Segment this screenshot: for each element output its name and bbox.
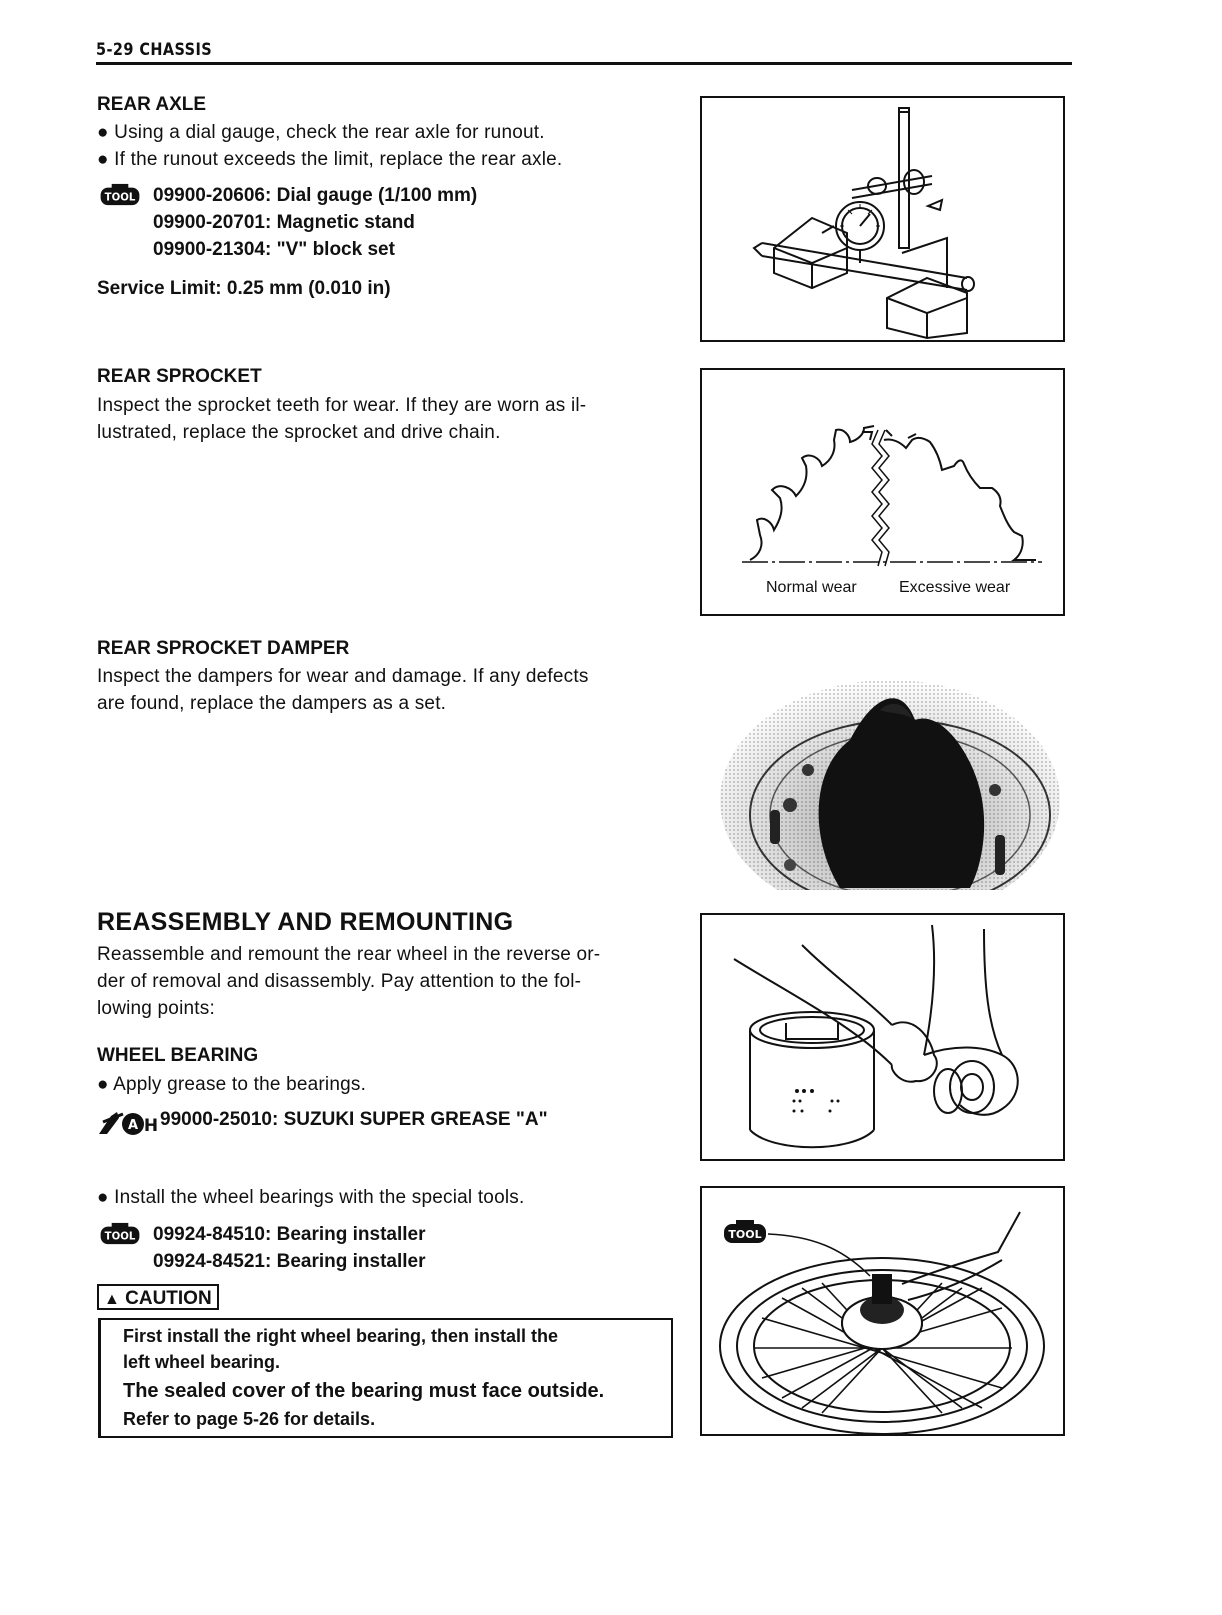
reassembly-text-line: lowing points: bbox=[97, 998, 215, 1019]
tool-icon bbox=[724, 1220, 766, 1243]
rear-sprocket-heading: REAR SPROCKET bbox=[97, 366, 262, 387]
greasing-illustration bbox=[702, 915, 1063, 1159]
normal-wear-label: Normal wear bbox=[766, 579, 857, 596]
grease-icon bbox=[97, 1104, 159, 1136]
rear-axle-tool-2: 09900-20701: Magnetic stand bbox=[153, 212, 415, 233]
sprocket-wear-figure bbox=[700, 368, 1065, 616]
wheel-bearing-bullet: ● Apply grease to the bearings. bbox=[97, 1074, 367, 1095]
damper-photo-illustration bbox=[700, 640, 1065, 890]
reassembly-heading: REASSEMBLY AND REMOUNTING bbox=[97, 908, 514, 936]
rear-sprocket-damper-heading: REAR SPROCKET DAMPER bbox=[97, 638, 350, 659]
wheel-bearing-heading: WHEEL BEARING bbox=[97, 1045, 259, 1066]
page-header-title: 5-29 CHASSIS bbox=[96, 40, 213, 60]
rear-axle-tool-3: 09900-21304: "V" block set bbox=[153, 239, 395, 260]
bearing-tool-1: 09924-84510: Bearing installer bbox=[153, 1224, 426, 1245]
excessive-wear-label: Excessive wear bbox=[899, 579, 1011, 596]
rear-axle-heading: REAR AXLE bbox=[97, 94, 207, 115]
bullet-dot: ● bbox=[97, 1187, 115, 1208]
reassembly-text-line: der of removal and disassembly. Pay attention to the fol- bbox=[97, 971, 582, 992]
damper-text-line: Inspect the dampers for wear and damage. If any defects bbox=[97, 666, 589, 687]
svg-text:TOOL: TOOL bbox=[104, 192, 136, 204]
service-limit: Service Limit: 0.25 mm (0.010 in) bbox=[97, 278, 391, 299]
bullet-dot: ● bbox=[97, 1074, 114, 1095]
rear-axle-tool-1: 09900-20606: Dial gauge (1/100 mm) bbox=[153, 185, 478, 206]
caution-line: The sealed cover of the bearing must face outside. bbox=[123, 1380, 605, 1402]
greasing-figure bbox=[700, 913, 1065, 1161]
rear-axle-bullet: ● Using a dial gauge, check the rear axle for runout. bbox=[97, 122, 545, 143]
tool-icon bbox=[97, 1222, 143, 1246]
rear-axle-bullet: ● If the runout exceeds the limit, replace the rear axle. bbox=[97, 149, 563, 170]
svg-text:A: A bbox=[127, 1118, 139, 1133]
wheel-bearing-bullet: ● Install the wheel bearings with the special tools. bbox=[97, 1187, 525, 1208]
damper-text-line: are found, replace the dampers as a set. bbox=[97, 693, 447, 714]
svg-text:TOOL: TOOL bbox=[728, 1228, 762, 1241]
dial-gauge-illustration bbox=[702, 98, 1063, 340]
rear-sprocket-text-line: Inspect the sprocket teeth for wear. If they are worn as il- bbox=[97, 395, 587, 416]
sprocket-wear-illustration bbox=[702, 370, 1063, 614]
caution-line: Refer to page 5-26 for details. bbox=[123, 1409, 376, 1429]
grease-spec: 99000-25010: SUZUKI SUPER GREASE "A" bbox=[160, 1109, 548, 1130]
svg-text:H: H bbox=[143, 1116, 159, 1136]
rear-sprocket-text-line: lustrated, replace the sprocket and drive chain. bbox=[97, 422, 501, 443]
reassembly-text-line: Reassemble and remount the rear wheel in the reverse or- bbox=[97, 944, 601, 965]
svg-text:TOOL: TOOL bbox=[104, 1231, 136, 1243]
bearing-install-illustration bbox=[702, 1188, 1063, 1434]
damper-photo bbox=[700, 640, 1065, 890]
caution-box bbox=[98, 1318, 673, 1438]
warning-icon: ▲ bbox=[104, 1291, 120, 1308]
tool-icon bbox=[97, 183, 143, 207]
bullet-dot: ● bbox=[97, 149, 115, 170]
caution-line: left wheel bearing. bbox=[123, 1352, 281, 1372]
dial-gauge-figure bbox=[700, 96, 1065, 342]
caution-tag: ▲ CAUTION bbox=[97, 1284, 219, 1310]
caution-line: First install the right wheel bearing, then install the bbox=[123, 1326, 559, 1346]
bearing-tool-2: 09924-84521: Bearing installer bbox=[153, 1251, 426, 1272]
header-rule bbox=[96, 62, 1072, 65]
bearing-install-figure bbox=[700, 1186, 1065, 1436]
bullet-dot: ● bbox=[97, 122, 115, 143]
